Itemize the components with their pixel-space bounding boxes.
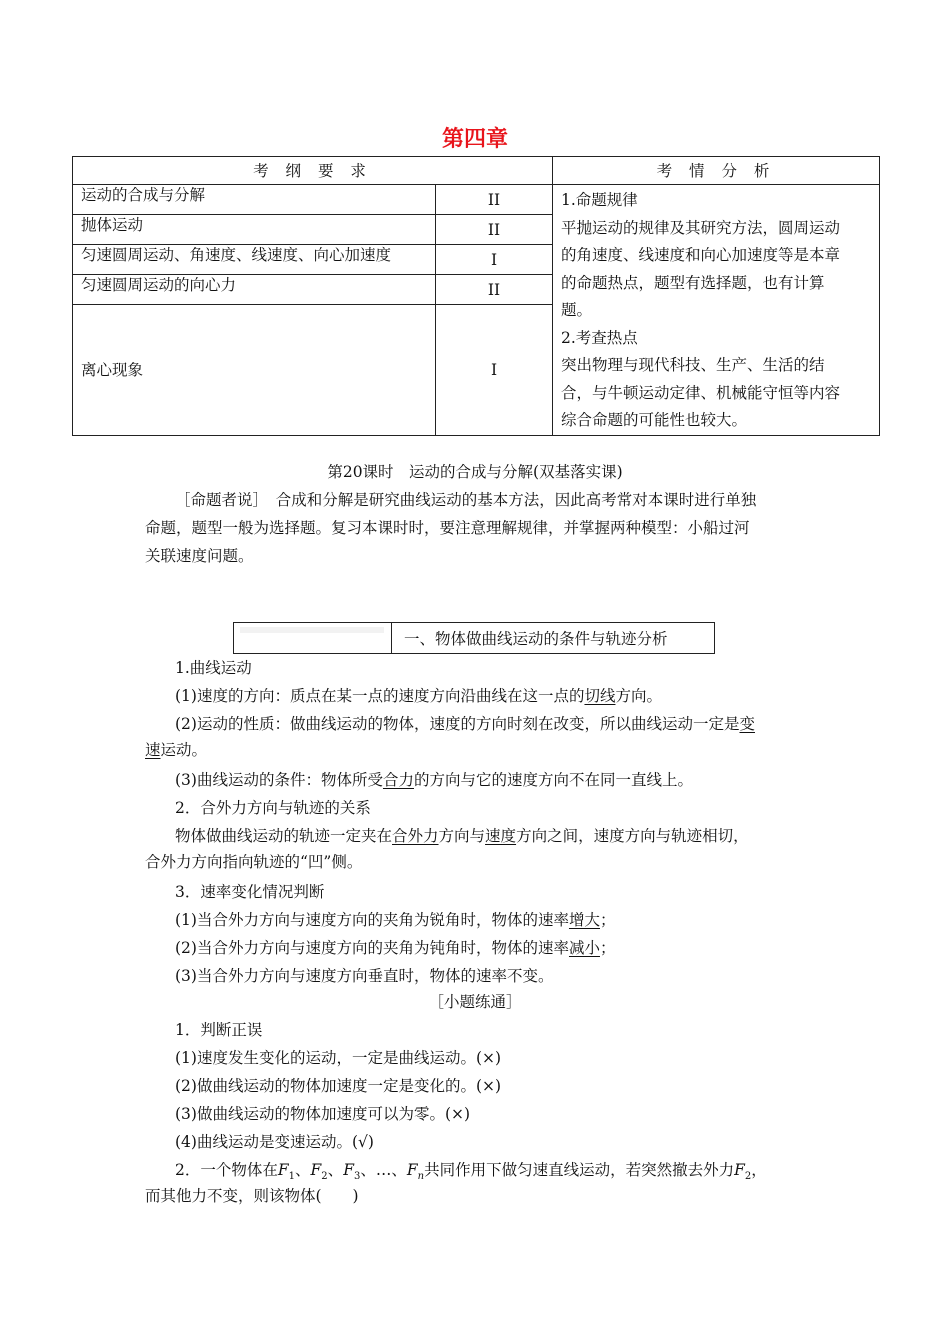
header-requirements: 考 纲 要 求: [73, 157, 553, 185]
paragraph: (2)运动的性质：做曲线运动的物体，速度的方向时刻在改变，所以曲线运动一定是变: [175, 715, 755, 733]
question-item-continued: 而其他力不变，则该物体( ): [145, 1187, 359, 1205]
blank-answer: 减小: [568, 939, 600, 957]
level-cell: I: [436, 305, 553, 435]
intro-line: 关联速度问题。: [145, 547, 254, 565]
topic-cell: 离心现象: [73, 305, 436, 435]
level-cell: II: [436, 275, 553, 305]
analysis-line: 平抛运动的规律及其研究方法，圆周运动: [561, 218, 841, 237]
level-cell: I: [436, 245, 553, 275]
paragraph-continued: 合外力方向指向轨迹的“凹”侧。: [145, 853, 363, 871]
section-heading: 一、物体做曲线运动的条件与轨迹分析: [404, 630, 668, 648]
intro-line: ［命题者说］ 合成和分解是研究曲线运动的基本方法，因此高考常对本课时进行单独: [175, 491, 757, 509]
analysis-line: 综合命题的可能性也较大。: [561, 411, 748, 429]
question-heading: 1．判断正误: [175, 1021, 263, 1039]
topic-cell: 运动的合成与分解: [73, 185, 436, 215]
blank-answer: 速度: [485, 827, 517, 845]
topic-cell: 抛体运动: [73, 215, 436, 245]
paragraph-continued: 速运动。: [145, 741, 208, 759]
blank-answer: 增大: [568, 911, 600, 929]
blank-answer: 切线: [584, 687, 616, 705]
blank-answer: 速: [145, 741, 161, 759]
topic-cell: 匀速圆周运动、角速度、线速度、向心加速度: [73, 245, 436, 275]
paragraph: (3)曲线运动的条件：物体所受合力的方向与它的速度方向不在同一直线上。: [175, 771, 693, 789]
heading-force-trajectory: 2．合外力方向与轨迹的关系: [175, 799, 371, 817]
level-cell: II: [436, 215, 553, 245]
heading-speed-change: 3．速率变化情况判断: [175, 883, 325, 901]
topic-cell: 匀速圆周运动的向心力: [73, 275, 436, 305]
paragraph: 物体做曲线运动的轨迹一定夹在合外力方向与速度方向之间，速度方向与轨迹相切，: [175, 827, 749, 845]
analysis-line: 题。: [561, 301, 593, 319]
header-analysis: 考 情 分 析: [553, 157, 880, 185]
analysis-line: 2.考查热点: [561, 328, 638, 347]
blank-answer: 合力: [382, 771, 414, 789]
section-heading-box: [233, 622, 715, 654]
chapter-title: 第四章: [441, 127, 508, 152]
paragraph: (2)当合外力方向与速度方向的夹角为钝角时，物体的速率减小；: [175, 939, 616, 957]
practice-title: ［小题练通］: [428, 993, 522, 1011]
analysis-line: 1.命题规律: [561, 191, 638, 209]
analysis-line: 的命题热点，题型有选择题，也有计算: [561, 273, 825, 292]
question-item: (1)速度发生变化的运动，一定是曲线运动。(×): [175, 1049, 502, 1067]
question-item: (4)曲线运动是变速运动。(√): [175, 1133, 374, 1151]
lesson-title: 第20课时 运动的合成与分解(双基落实课): [327, 463, 623, 481]
heading-curve-motion: 1.曲线运动: [175, 659, 252, 677]
blank-answer: 合外力: [392, 827, 439, 845]
intro-line: 命题，题型一般为选择题。复习本课时时，要注意理解规律，并掌握两种模型：小船过河: [145, 519, 750, 537]
paragraph: (1)速度的方向：质点在某一点的速度方向沿曲线在这一点的切线方向。: [175, 687, 662, 705]
analysis-line: 合，与牛顿运动定律、机械能守恒等内容: [561, 383, 841, 402]
analysis-line: 的角速度、线速度和向心加速度等是本章: [561, 246, 841, 264]
analysis-line: 突出物理与现代科技、生产、生活的结: [561, 356, 825, 374]
level-cell: II: [436, 185, 553, 215]
blank-answer: 变: [739, 715, 755, 733]
question-item: 2．一个物体在$F_1$、$F_2$、$F_3$、…、$F_n$共同作用下做匀速直线运动，若突然撤去外力$F_2$，: [175, 1161, 767, 1183]
analysis-cell: [553, 185, 880, 436]
paragraph: (1)当合外力方向与速度方向的夹角为锐角时，物体的速率增大；: [175, 911, 616, 929]
section-heading-label-area: [234, 623, 392, 653]
question-item: (3)做曲线运动的物体加速度可以为零。(×): [175, 1105, 471, 1123]
outline-table: [72, 156, 880, 436]
paragraph: (3)当合外力方向与速度方向垂直时，物体的速率不变。: [175, 967, 554, 985]
question-item: (2)做曲线运动的物体加速度一定是变化的。(×): [175, 1077, 502, 1095]
